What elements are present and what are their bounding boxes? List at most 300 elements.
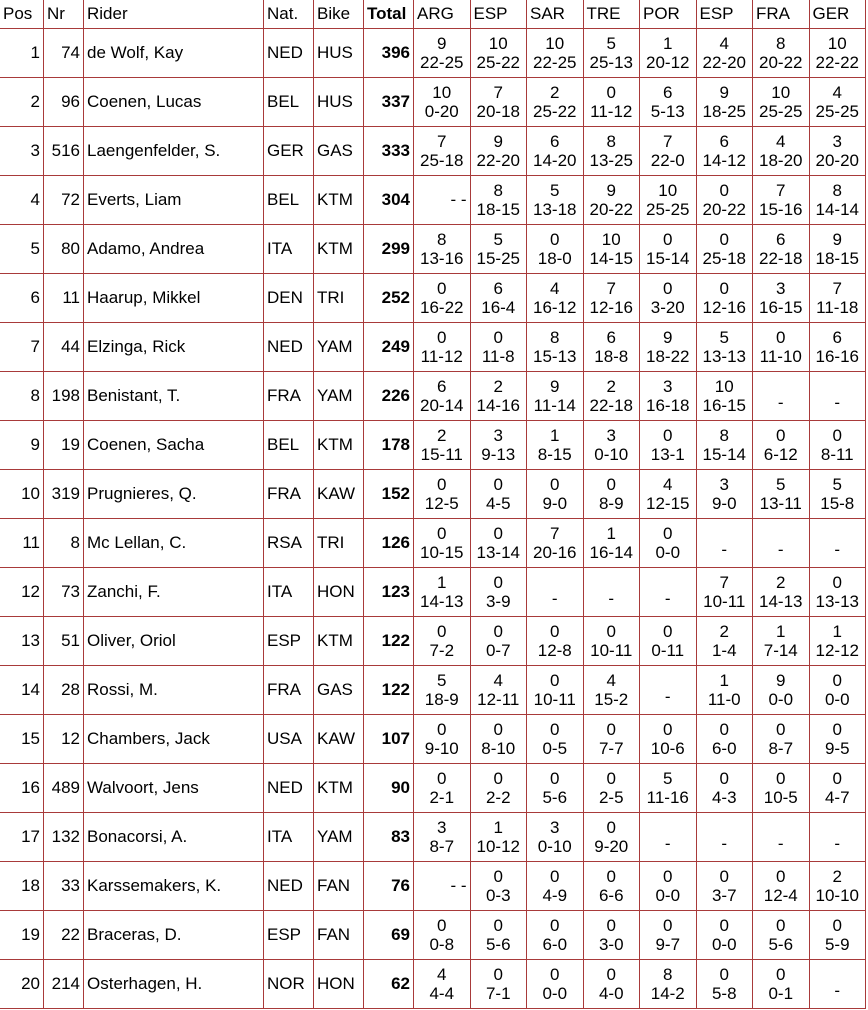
round-result	[414, 29, 471, 78]
round-result	[527, 862, 584, 911]
nationality: NED	[264, 862, 314, 911]
round-points: 6	[663, 83, 673, 102]
round-points: 0	[776, 769, 786, 788]
round-points: 10	[601, 230, 621, 249]
round-result	[697, 617, 754, 666]
race-points-pair: 25-13	[589, 53, 633, 72]
bike-brand: HON	[314, 568, 364, 617]
round-result-empty	[810, 813, 867, 862]
race-points-pair: 15-2	[594, 690, 629, 709]
round-result	[753, 568, 810, 617]
race-points-pair: 12-11	[477, 690, 520, 709]
rider-name: Prugnieres, Q.	[84, 470, 264, 519]
round-points: 10	[432, 83, 452, 102]
col-header-nr: Nr	[44, 0, 84, 29]
round-points: 2	[550, 83, 560, 102]
total-points: 299	[364, 225, 414, 274]
total-points: 122	[364, 617, 414, 666]
round-points: 1	[550, 426, 560, 445]
round-result	[584, 470, 641, 519]
round-result-empty	[697, 813, 754, 862]
round-result	[697, 960, 754, 1009]
bike-brand: KTM	[314, 225, 364, 274]
table-row	[0, 764, 866, 813]
round-points: 0	[437, 475, 447, 494]
round-points: 0	[493, 720, 503, 739]
col-header-total: Total	[364, 0, 414, 29]
pos-cell: 11	[0, 519, 44, 568]
round-result	[471, 274, 528, 323]
race-points-pair: 13-18	[533, 200, 577, 219]
round-points: 10	[488, 34, 508, 53]
round-result	[810, 127, 867, 176]
race-points-pair: 0-7	[485, 641, 511, 660]
round-points: 4	[606, 671, 616, 690]
round-points: 0	[663, 426, 673, 445]
race-points-pair: 0-5	[542, 739, 568, 758]
round-result	[414, 960, 471, 1009]
race-points-pair: 9-0	[542, 494, 568, 513]
round-points: 8	[550, 328, 560, 347]
round-points: 1	[776, 622, 786, 641]
round-result	[810, 715, 867, 764]
round-empty-dash: -	[551, 588, 558, 608]
round-result	[697, 715, 754, 764]
nationality: NED	[264, 323, 314, 372]
round-result	[640, 78, 697, 127]
race-points-pair: 14-13	[420, 592, 464, 611]
round-result	[527, 519, 584, 568]
bike-brand: KTM	[314, 617, 364, 666]
round-result	[527, 813, 584, 862]
bike-brand: KAW	[314, 470, 364, 519]
round-points: 9	[437, 34, 447, 53]
race-points-pair: 10-11	[703, 592, 746, 611]
round-points: 0	[550, 916, 560, 935]
round-result	[527, 176, 584, 225]
race-points-pair: 18-9	[424, 690, 459, 709]
round-points: 4	[719, 34, 729, 53]
rider-number: 74	[44, 29, 84, 78]
race-points-pair: 12-16	[702, 298, 746, 317]
pos-cell: 20	[0, 960, 44, 1009]
round-result	[414, 764, 471, 813]
round-points: 0	[493, 867, 503, 886]
bike-brand: GAS	[314, 127, 364, 176]
col-header-round: ESP	[697, 0, 754, 29]
pos-cell: 4	[0, 176, 44, 225]
total-points: 126	[364, 519, 414, 568]
round-result	[810, 421, 867, 470]
pos-cell: 8	[0, 372, 44, 421]
race-points-pair: 9-13	[481, 445, 516, 464]
round-result	[471, 176, 528, 225]
round-result	[697, 225, 754, 274]
pos-cell: 15	[0, 715, 44, 764]
round-result	[810, 911, 867, 960]
rider-number: 22	[44, 911, 84, 960]
pos-cell: 14	[0, 666, 44, 715]
round-result	[471, 470, 528, 519]
table-row	[0, 29, 866, 78]
round-points: 0	[776, 867, 786, 886]
col-header-round: SAR	[527, 0, 584, 29]
race-points-pair: 20-22	[589, 200, 633, 219]
round-points: 10	[545, 34, 565, 53]
round-result	[584, 862, 641, 911]
total-points: 252	[364, 274, 414, 323]
race-points-pair: 8-9	[598, 494, 624, 513]
round-result	[527, 911, 584, 960]
table-row	[0, 176, 866, 225]
pos-cell: 16	[0, 764, 44, 813]
table-row	[0, 372, 866, 421]
rider-number: 19	[44, 421, 84, 470]
pos-cell: 19	[0, 911, 44, 960]
col-header-nat: Nat.	[264, 0, 314, 29]
race-points-pair: 11-12	[420, 347, 463, 366]
round-result-empty	[810, 519, 867, 568]
round-result	[697, 568, 754, 617]
round-result	[414, 372, 471, 421]
bike-brand: HUS	[314, 78, 364, 127]
race-points-pair: 22-22	[815, 53, 859, 72]
round-result	[697, 127, 754, 176]
race-points-pair: 18-25	[702, 102, 746, 121]
total-points: 62	[364, 960, 414, 1009]
round-points: 5	[550, 181, 560, 200]
rider-name: Zanchi, F.	[84, 568, 264, 617]
round-points: 4	[776, 132, 786, 151]
round-points: 0	[550, 475, 560, 494]
round-points: 0	[663, 230, 673, 249]
nationality: ITA	[264, 813, 314, 862]
round-result	[471, 421, 528, 470]
table-row	[0, 470, 866, 519]
pos-cell: 7	[0, 323, 44, 372]
round-result-empty	[640, 666, 697, 715]
round-points: 5	[832, 475, 842, 494]
col-header-round: POR	[640, 0, 697, 29]
round-result-empty	[584, 568, 641, 617]
round-points: 0	[493, 475, 503, 494]
bike-brand: KAW	[314, 715, 364, 764]
round-result-empty	[697, 519, 754, 568]
round-result	[640, 29, 697, 78]
race-points-pair: 15-8	[820, 494, 855, 513]
race-points-pair: 0-0	[824, 690, 850, 709]
rider-name: Elzinga, Rick	[84, 323, 264, 372]
round-result	[414, 715, 471, 764]
round-result	[471, 78, 528, 127]
round-result	[414, 617, 471, 666]
race-points-pair: 16-4	[481, 298, 516, 317]
race-points-pair: 25-25	[815, 102, 859, 121]
race-points-pair: 13-16	[420, 249, 464, 268]
bike-brand: GAS	[314, 666, 364, 715]
race-points-pair: 25-18	[702, 249, 746, 268]
round-empty-dash: -	[777, 833, 784, 853]
rider-number: 516	[44, 127, 84, 176]
race-points-pair: 3-9	[485, 592, 511, 611]
race-points-pair: 15-13	[533, 347, 577, 366]
race-points-pair: 13-13	[702, 347, 746, 366]
bike-brand: KTM	[314, 421, 364, 470]
race-points-pair: 15-25	[476, 249, 520, 268]
round-points: 2	[719, 622, 729, 641]
race-points-pair: 7-2	[429, 641, 455, 660]
race-points-pair: 20-14	[420, 396, 464, 415]
round-points: 0	[550, 622, 560, 641]
round-points: 7	[832, 279, 842, 298]
round-result	[584, 176, 641, 225]
round-points: 10	[714, 377, 734, 396]
race-points-pair: 13-14	[476, 543, 520, 562]
pos-cell: 18	[0, 862, 44, 911]
race-points-pair: 15-11	[420, 445, 463, 464]
nationality: NED	[264, 764, 314, 813]
round-points: 0	[832, 671, 842, 690]
round-result	[471, 372, 528, 421]
pos-cell: 12	[0, 568, 44, 617]
round-points: 8	[832, 181, 842, 200]
table-row	[0, 715, 866, 764]
race-points-pair: 2-5	[598, 788, 624, 807]
rider-number: 214	[44, 960, 84, 1009]
race-points-pair: 12-5	[424, 494, 459, 513]
round-result	[697, 666, 754, 715]
round-points: 0	[437, 328, 447, 347]
table-row	[0, 127, 866, 176]
round-empty-dash: -	[664, 588, 671, 608]
nationality: ITA	[264, 568, 314, 617]
race-points-pair: 0-0	[711, 935, 737, 954]
round-result	[753, 225, 810, 274]
race-points-pair: 2-1	[429, 788, 455, 807]
total-points: 304	[364, 176, 414, 225]
round-empty-dash: -	[834, 833, 841, 853]
round-points: 3	[437, 818, 447, 837]
race-points-pair: 12-8	[537, 641, 572, 660]
pos-cell: 10	[0, 470, 44, 519]
race-points-pair: 25-25	[759, 102, 803, 121]
round-points: 0	[776, 916, 786, 935]
rider-name: Braceras, D.	[84, 911, 264, 960]
total-points: 123	[364, 568, 414, 617]
round-points: 0	[606, 769, 616, 788]
round-result	[640, 323, 697, 372]
round-points: 0	[776, 965, 786, 984]
race-points-pair: 8-7	[429, 837, 455, 856]
round-points: 9	[606, 181, 616, 200]
race-points-pair: 1-4	[711, 641, 737, 660]
round-result	[471, 225, 528, 274]
round-result	[810, 29, 867, 78]
rider-name: Mc Lellan, C.	[84, 519, 264, 568]
race-points-pair: 7-1	[485, 984, 511, 1003]
round-points: 0	[776, 720, 786, 739]
round-result	[414, 911, 471, 960]
race-points-pair: 22-25	[420, 53, 464, 72]
round-result	[584, 813, 641, 862]
rider-name: Coenen, Lucas	[84, 78, 264, 127]
race-points-pair: 10-12	[476, 837, 520, 856]
round-result	[753, 470, 810, 519]
round-points: 7	[663, 132, 673, 151]
round-points: 6	[493, 279, 503, 298]
race-points-pair: 12-12	[815, 641, 859, 660]
round-points: 0	[663, 867, 673, 886]
round-points: 9	[719, 83, 729, 102]
round-points: 9	[550, 377, 560, 396]
round-result	[697, 323, 754, 372]
round-result	[697, 470, 754, 519]
race-points-pair: 8-10	[481, 739, 516, 758]
race-points-pair: 22-18	[759, 249, 803, 268]
round-points: 0	[719, 720, 729, 739]
round-result	[414, 568, 471, 617]
round-points: 0	[832, 426, 842, 445]
round-points: 9	[663, 328, 673, 347]
round-result-empty	[810, 372, 867, 421]
race-points-pair: 6-12	[763, 445, 798, 464]
race-points-pair: 5-8	[711, 984, 737, 1003]
round-points: 0	[719, 230, 729, 249]
round-result-empty	[753, 813, 810, 862]
rider-number: 96	[44, 78, 84, 127]
round-points: 0	[719, 867, 729, 886]
race-points-pair: 14-20	[533, 151, 577, 170]
rider-number: 198	[44, 372, 84, 421]
rider-name: Benistant, T.	[84, 372, 264, 421]
round-result	[471, 323, 528, 372]
race-points-pair: 16-12	[533, 298, 577, 317]
round-result	[471, 813, 528, 862]
round-result	[584, 323, 641, 372]
race-points-pair: 13-1	[650, 445, 685, 464]
round-result	[584, 519, 641, 568]
rider-number: 12	[44, 715, 84, 764]
race-points-pair: 10-11	[533, 690, 576, 709]
round-points: 0	[832, 720, 842, 739]
race-points-pair: 13-13	[815, 592, 859, 611]
col-header-pos: Pos	[0, 0, 44, 29]
race-points-pair: 14-16	[476, 396, 520, 415]
round-points: 6	[437, 377, 447, 396]
round-result	[753, 617, 810, 666]
round-empty-dash: -	[608, 588, 615, 608]
round-result	[584, 715, 641, 764]
standings-body	[0, 29, 866, 1009]
race-points-pair: 18-8	[594, 347, 629, 366]
race-points-pair: 0-0	[768, 690, 794, 709]
total-points: 333	[364, 127, 414, 176]
round-result-empty	[527, 568, 584, 617]
round-result-dns: - -	[414, 176, 471, 225]
round-result	[584, 666, 641, 715]
rider-number: 44	[44, 323, 84, 372]
round-result	[584, 78, 641, 127]
round-result	[414, 519, 471, 568]
race-points-pair: 25-22	[476, 53, 520, 72]
race-points-pair: 25-18	[420, 151, 464, 170]
round-points: 0	[719, 916, 729, 935]
round-result	[527, 715, 584, 764]
race-points-pair: 8-15	[537, 445, 572, 464]
race-points-pair: 0-0	[655, 543, 681, 562]
round-points: 0	[437, 720, 447, 739]
round-points: 10	[658, 181, 678, 200]
round-points: 2	[832, 867, 842, 886]
round-empty-dash: -	[777, 539, 784, 559]
round-result	[640, 862, 697, 911]
round-result-empty	[753, 372, 810, 421]
race-points-pair: 9-20	[594, 837, 629, 856]
round-empty-dash: -	[834, 980, 841, 1000]
round-points: 6	[832, 328, 842, 347]
table-row	[0, 911, 866, 960]
rider-number: 28	[44, 666, 84, 715]
round-result	[471, 960, 528, 1009]
round-result	[584, 127, 641, 176]
race-points-pair: 0-0	[655, 886, 681, 905]
race-points-pair: 0-1	[768, 984, 794, 1003]
round-points: 5	[663, 769, 673, 788]
round-empty-dash: -	[664, 686, 671, 706]
round-points: 10	[771, 83, 791, 102]
race-points-pair: 16-22	[420, 298, 464, 317]
round-result	[584, 29, 641, 78]
race-points-pair: 22-25	[533, 53, 577, 72]
col-header-round: FRA	[753, 0, 810, 29]
round-result	[640, 274, 697, 323]
round-points: 2	[437, 426, 447, 445]
race-points-pair: 20-12	[646, 53, 690, 72]
total-points: 152	[364, 470, 414, 519]
round-points: 6	[550, 132, 560, 151]
round-result	[414, 274, 471, 323]
round-points: 0	[550, 230, 560, 249]
round-result	[810, 470, 867, 519]
total-points: 122	[364, 666, 414, 715]
bike-brand: KTM	[314, 764, 364, 813]
bike-brand: YAM	[314, 372, 364, 421]
round-result	[527, 29, 584, 78]
round-points: 0	[606, 916, 616, 935]
race-points-pair: 13-11	[759, 494, 802, 513]
round-points: 8	[719, 426, 729, 445]
round-result	[527, 225, 584, 274]
round-points: 3	[719, 475, 729, 494]
round-points: 6	[776, 230, 786, 249]
round-points: 0	[550, 965, 560, 984]
round-points: 0	[493, 916, 503, 935]
race-points-pair: 4-3	[711, 788, 737, 807]
race-points-pair: 4-0	[598, 984, 624, 1003]
round-result	[697, 274, 754, 323]
round-points: 7	[437, 132, 447, 151]
race-points-pair: 16-15	[702, 396, 746, 415]
rider-number: 80	[44, 225, 84, 274]
total-points: 396	[364, 29, 414, 78]
race-points-pair: 0-10	[537, 837, 572, 856]
round-points: 8	[776, 34, 786, 53]
round-result	[640, 764, 697, 813]
race-points-pair: 20-22	[702, 200, 746, 219]
header-row	[0, 0, 866, 29]
total-points: 76	[364, 862, 414, 911]
round-result	[414, 78, 471, 127]
